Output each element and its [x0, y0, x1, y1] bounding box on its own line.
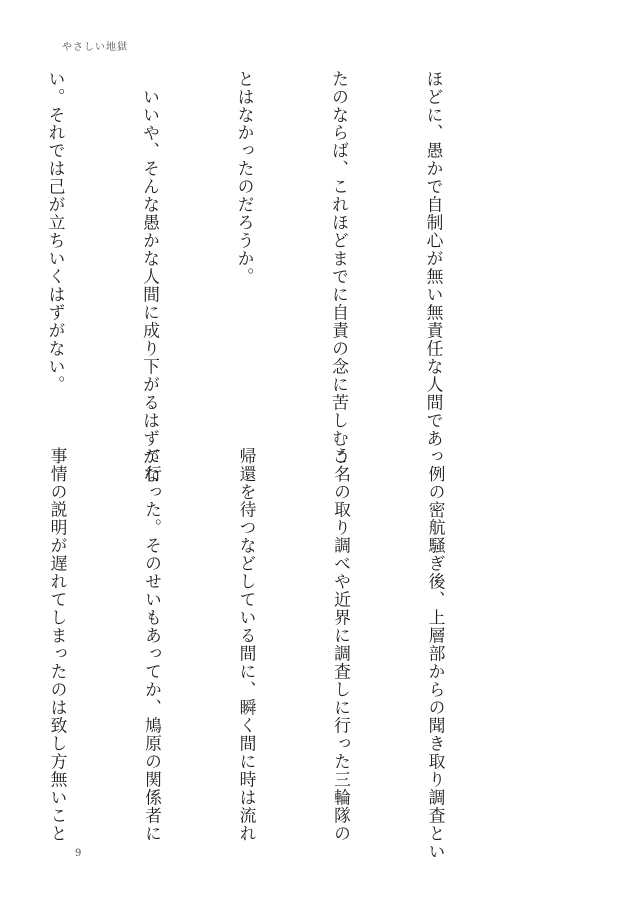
- text-line: 例の密航騒ぎ後、上層部からの聞き取り調査とい: [426, 465, 446, 861]
- bottom-text-block: [0, 447, 514, 861]
- text-line: て行った。そのせいもあってか、鳩原の関係者に: [142, 447, 163, 843]
- text-line: う名の取り調べや近界に調査しに行った三輪隊の: [331, 447, 352, 843]
- text-line: ほどに、愚かで自制心が無い無責任な人間であっ: [424, 70, 444, 466]
- text-line: い。それでは己が立ちいくはずがない。: [46, 70, 66, 394]
- running-header: やさしい地獄: [62, 42, 128, 53]
- text-line: たのならば、これほどまでに自責の念に苦しむこ: [329, 70, 350, 466]
- text-line: 帰還を待つなどしている間に、瞬く間に時は流れ: [237, 447, 257, 843]
- text-line: 事情の説明が遅れてしまったのは致し方無いこと: [48, 447, 68, 843]
- text-line: とはなかったのだろうか。: [235, 70, 255, 286]
- page-number: 9: [75, 848, 82, 859]
- top-text-block: [0, 70, 512, 484]
- text-line: いいや、そんな愚かな人間に成り下がるはずがな: [140, 88, 161, 484]
